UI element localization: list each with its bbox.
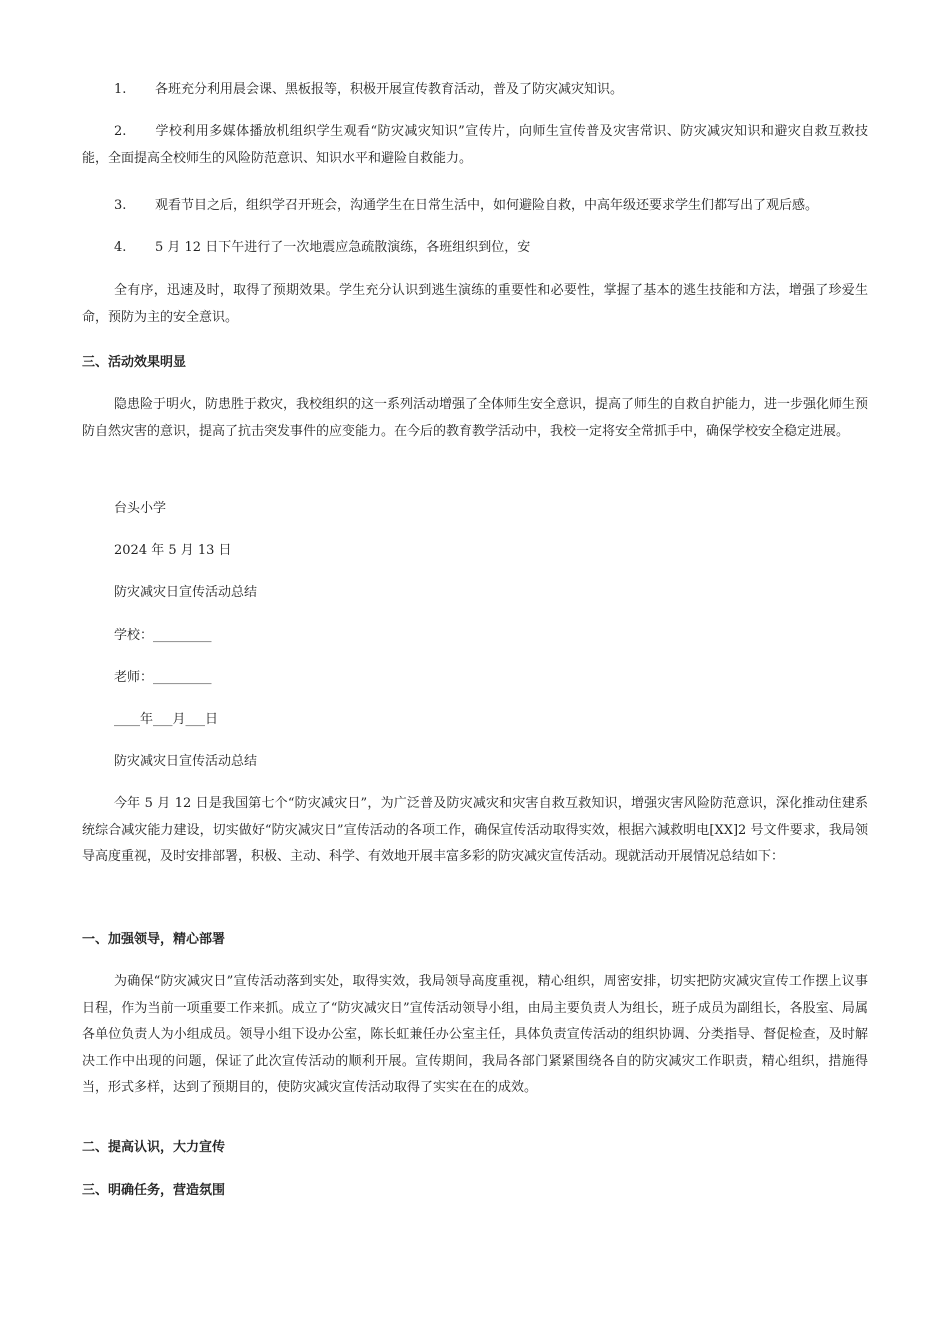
teacher-field: 老师：_________ (114, 670, 212, 685)
section-body: 隐患险于明火，防患胜于救灾，我校组织的这一系列活动增强了全体师生安全意识，提高了师生的自救自护能力，进一步强化师生预防自然灾害的意识，提高了抗击突发事件的应变能力。在今后的教育教学活动中，我校一定将安全常抓手中，确保学校安全稳定进展。 (82, 397, 869, 439)
section-heading: 一、加强领导，精心部署 (82, 932, 226, 947)
list-item-number: 2. (114, 124, 127, 139)
list-item-number: 3. (114, 198, 127, 213)
signature-school: 台头小学 (114, 501, 167, 516)
list-item-text: 学校利用多媒体播放机组织学生观看“防灾减灾知识”宣传片，向师生宣传普及灾害常识、防灾减灾知识和避灾自救互救技能，全面提高全校师生的风险防范意识、知识水平和避险自救能力。 (82, 124, 868, 166)
signature-date: 2024 年 5 月 13 日 (114, 543, 232, 558)
section-heading: 三、活动效果明显 (82, 355, 187, 370)
document-title: 防灾减灾日宣传活动总结 (114, 585, 258, 600)
list-item-text: 各班充分利用晨会课、黑板报等，积极开展宣传教育活动，普及了防灾减灾知识。 (155, 82, 624, 97)
intro-paragraph: 今年 5 月 12 日是我国第七个“防灾减灾日”，为广泛普及防灾减灾和灾害自救互救知识，增强灾害风险防范意识，深化推动住建系统综合减灾能力建设，切实做好“防灾减灾日”宣传活动的各项工作，确保宣传活动取得实效，根据六減救明电[XX]2 号文件要求，我局领导高度重视，及时安排部署，积极、主动、科学、有效地开展丰富多彩的防灾减灾宣传活动。现就活动开展情况总结如下： (82, 796, 868, 864)
section-heading: 二、提高认识，大力宣传 (82, 1140, 226, 1155)
list-item-text: 观看节目之后，组织学召开班会，沟通学生在日常生活中，如何避险自救，中高年级还要求学生们都写出了观后感。 (155, 198, 819, 213)
list-item-number: 4. (114, 240, 127, 255)
section-heading: 三、明确任务，营造氛围 (82, 1183, 226, 1198)
list-item-text: 5 月 12 日下午进行了一次地震应急疏散演练，各班组织到位，安 (155, 240, 531, 255)
continuation-paragraph: 全有序，迅速及时，取得了预期效果。学生充分认识到逃生演练的重要性和必要性，掌握了基本的逃生技能和方法，增强了珍爱生命，预防为主的安全意识。 (82, 283, 868, 325)
list-item-number: 1. (114, 82, 127, 97)
list-item-2 (82, 119, 868, 172)
school-field: 学校：_________ (114, 628, 212, 643)
date-field: ____年___月___日 (114, 712, 219, 727)
section-body: 为确保“防灾减灾日”宣传活动落到实处，取得实效，我局领导高度重视，精心组织，周密安排，切实把防灾减灾宣传工作摆上议事日程，作为当前一项重要工作来抓。成立了“防灾减灾日”宣传活动领导小组，由局主要负责人为组长，班子成员为副组长，各股室、局属各单位负责人为小组成员。领导小组下设办公室，陈长虹兼任办公室主任，具体负责宣传活动的组织协调、分类指导、督促检查，及时解决工作中出现的问题，保证了此次宣传活动的顺利开展。宣传期间，我局各部门紧紧围绕各自的防灾减灾工作职责，精心组织，措施得当，形式多样，达到了预期目的，使防灾减灾宣传活动取得了实实在在的成效。 (82, 974, 868, 1095)
document-title: 防灾减灾日宣传活动总结 (114, 754, 258, 769)
